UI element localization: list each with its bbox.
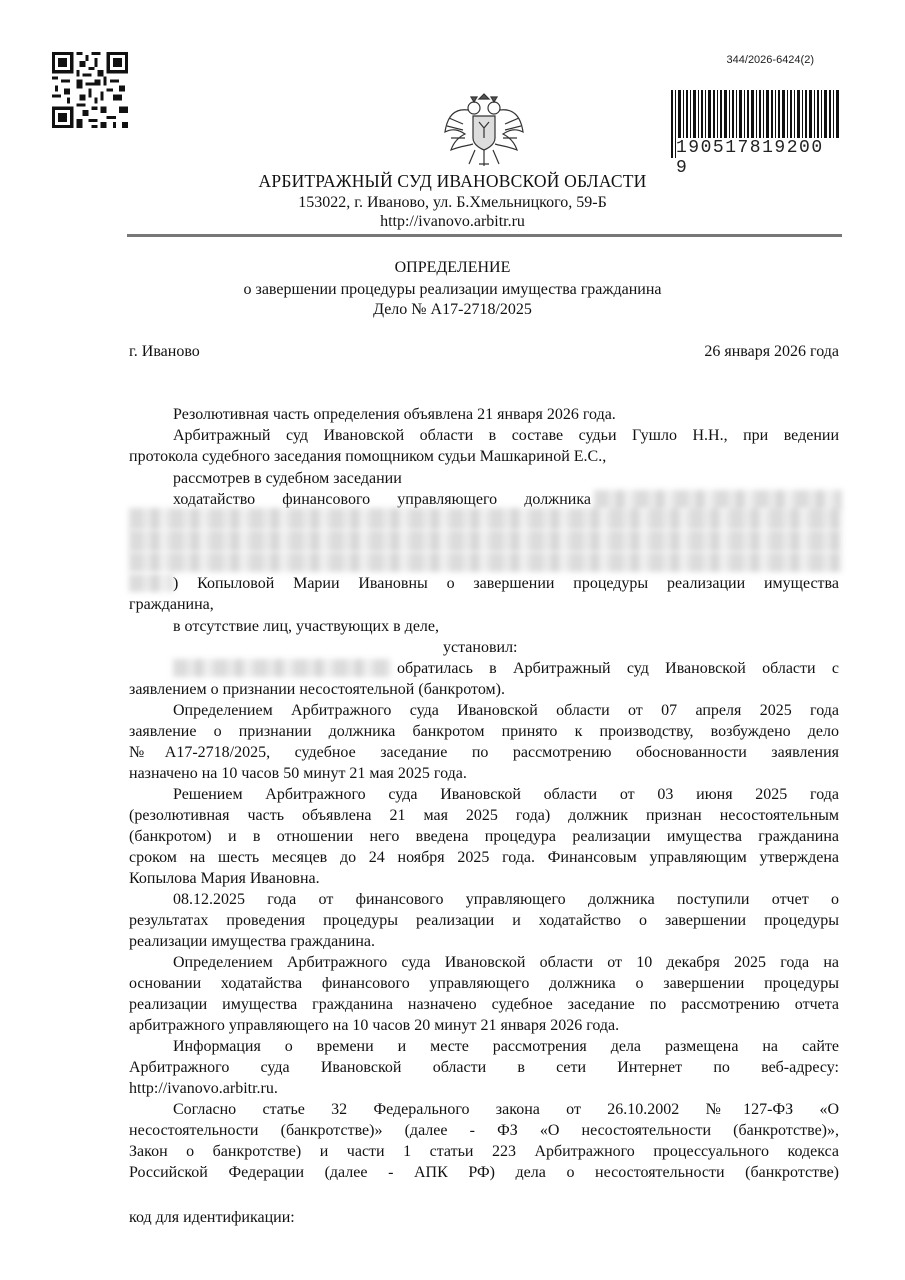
body-line: Российской Федерации (далее - АПК РФ) дела о несостоятельности (банкротстве) — [129, 1164, 839, 1181]
body-line: Резолютивная часть определения объявлена 21 января 2026 года. — [173, 406, 616, 423]
court-website: http://ivanovo.arbitr.ru — [380, 213, 525, 230]
body-line: несостоятельности (банкротстве)» (далее - ФЗ «О несостоятельности (банкротстве)», — [129, 1122, 839, 1139]
body-line: ходатайство финансового управляющего должника — [173, 491, 591, 508]
body-line: Арбитражного суда Ивановской области в сети Интернет по веб-адресу: — [129, 1059, 839, 1076]
court-address: 153022, г. Иваново, ул. Б.Хмельницкого, 59-Б — [298, 194, 607, 211]
body-line: заявлением о признании несостоятельной (банкротом). — [129, 681, 505, 698]
body-line: Копылова Мария Ивановна. — [129, 870, 320, 887]
court-name: АРБИТРАЖНЫЙ СУД ИВАНОВСКОЙ ОБЛАСТИ — [258, 171, 647, 191]
body-line: арбитражного управляющего на 10 часов 20 минут 21 января 2026 года. — [129, 1017, 620, 1034]
body-line: Определением Арбитражного суда Ивановской области от 07 апреля 2025 года — [173, 702, 839, 719]
redacted-text — [129, 552, 842, 572]
body-line: реализации имущества гражданина. — [129, 933, 375, 950]
identification-code-label: код для идентификации: — [129, 1209, 295, 1226]
body-line: заявление о признании должника банкротом принято к производству, возбуждено дело — [129, 723, 839, 740]
body-line: Решением Арбитражного суда Ивановской области от 03 июня 2025 года — [173, 786, 839, 803]
body-line: (банкротом) и в отношении него введена процедура реализации имущества гражданина — [129, 828, 839, 845]
case-code: 344/2026-6424(2) — [726, 54, 814, 66]
body-line: гражданина, — [129, 596, 214, 613]
document-date: 26 января 2026 года — [704, 343, 839, 360]
redacted-text — [173, 659, 391, 677]
document-type: ОПРЕДЕЛЕНИЕ — [394, 259, 511, 276]
barcode-digits: 190517819200 9 — [676, 138, 844, 158]
case-number: Дело № А17-2718/2025 — [373, 301, 532, 318]
body-line: Информация о времени и месте рассмотрения дела размещена на сайте — [173, 1038, 839, 1055]
body-line: Определением Арбитражного суда Ивановской области от 10 декабря 2025 года на — [173, 954, 839, 971]
body-line: Согласно статье 32 Федерального закона от 26.10.2002 №127-ФЗ «О — [173, 1101, 839, 1118]
ruling-heading: установил: — [443, 639, 518, 656]
body-line: Закон о банкротстве) и части 1 статьи 223 Арбитражного процессуального кодекса — [129, 1143, 839, 1160]
qr-code — [52, 52, 128, 128]
redacted-text — [129, 508, 842, 530]
body-line: рассмотрев в судебном заседании — [173, 470, 402, 487]
body-line: http://ivanovo.arbitr.ru. — [129, 1080, 278, 1097]
redacted-text — [129, 574, 173, 592]
body-line: ) Копыловой Марии Ивановны о завершении процедуры реализации имущества — [173, 575, 839, 592]
body-line: реализации имущества гражданина назначено судебное заседание по рассмотрению отчета — [129, 996, 839, 1013]
body-line: в отсутствие лиц, участвующих в деле, — [173, 618, 439, 635]
body-line: основании ходатайства финансового управляющего должника о завершении процедуры — [129, 975, 839, 992]
redacted-text — [129, 530, 842, 552]
body-line: №А17-2718/2025, судебное заседание по рассмотрению обоснованности заявления — [129, 744, 839, 761]
body-line: сроком на шесть месяцев до 24 ноября 2025 года. Финансовым управляющим утверждена — [129, 849, 839, 866]
redacted-text — [594, 490, 842, 510]
body-line: протокола судебного заседания помощником судьи Машкариной Е.С., — [129, 448, 607, 465]
document-subject: о завершении процедуры реализации имущества гражданина — [243, 281, 662, 298]
document-city: г. Иваново — [129, 343, 200, 360]
header-divider — [127, 234, 842, 237]
body-line: результатах проведения процедуры реализации и ходатайство о завершении процедуры — [129, 912, 839, 929]
body-line: (резолютивная часть объявлена 21 мая 2025 года) должник признан несостоятельным — [129, 807, 839, 824]
body-line: 08.12.2025 года от финансового управляющего должника поступили отчет о — [173, 891, 839, 908]
body-line: назначено на 10 часов 50 минут 21 мая 2025 года. — [129, 765, 467, 782]
coat-of-arms-emblem — [443, 88, 525, 172]
body-line: Арбитражный суд Ивановской области в составе судьи Гушло Н.Н., при ведении — [173, 427, 839, 444]
body-line: обратилась в Арбитражный суд Ивановской области с — [397, 660, 839, 677]
